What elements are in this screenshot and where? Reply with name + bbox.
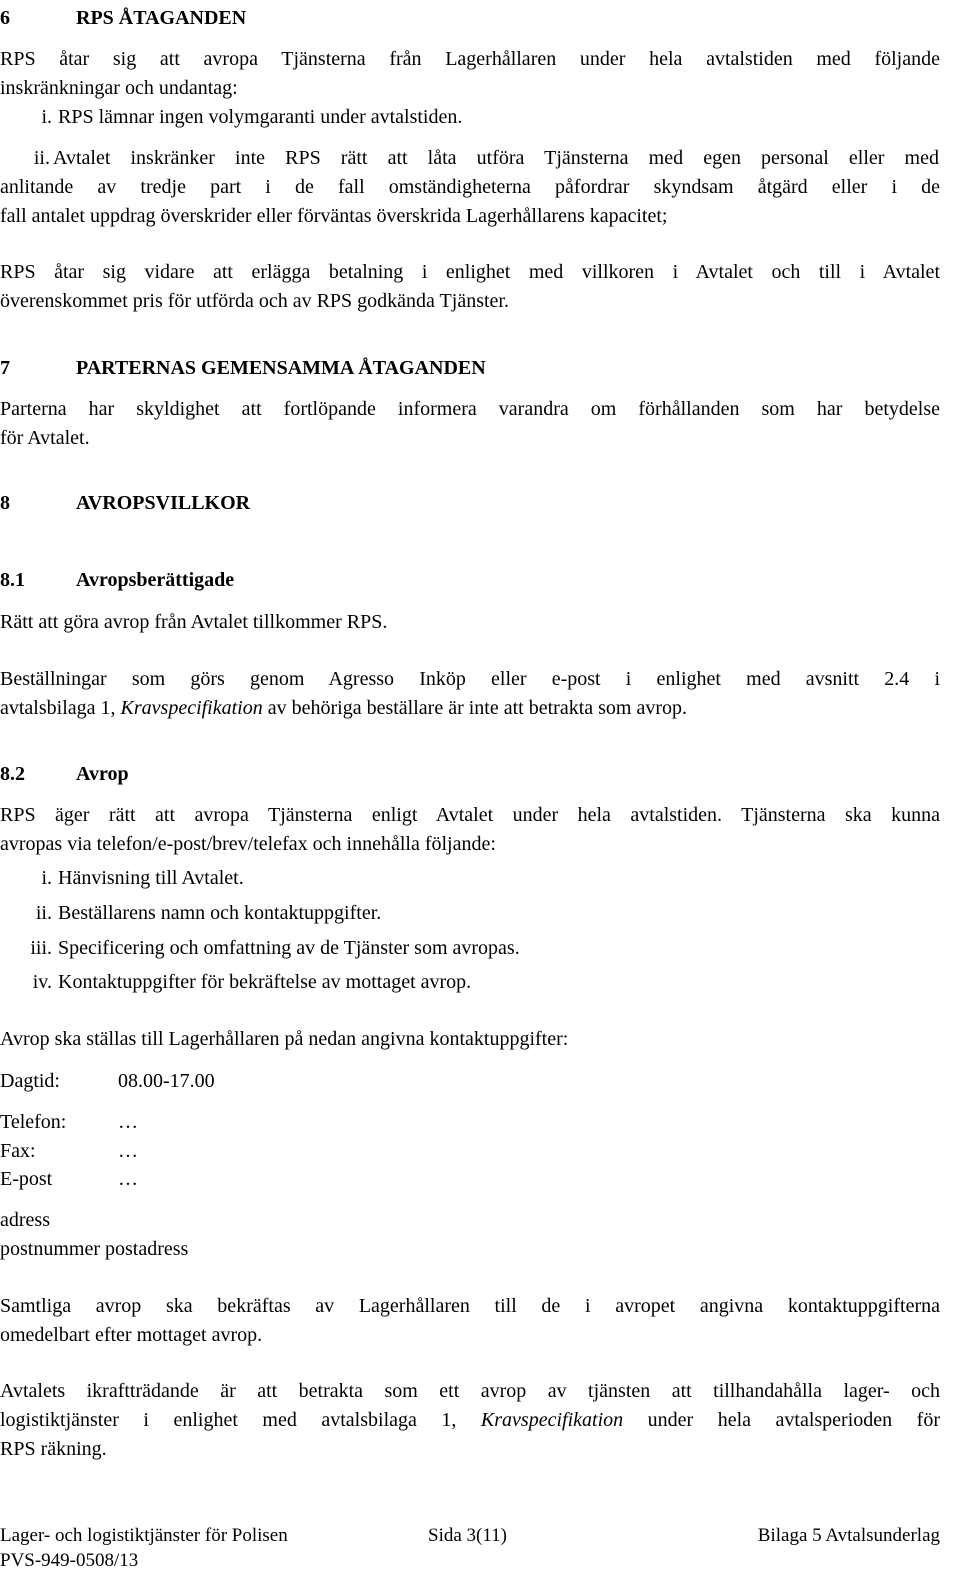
section-7-title: PARTERNAS GEMENSAMMA ÅTAGANDEN xyxy=(76,357,486,379)
confirm-line-1: Samtliga avrop ska bekräftas av Lagerhållaren till de i avropet angivna kontaktuppgifterna xyxy=(0,1295,940,1317)
final-para-line-3: RPS räkning. xyxy=(0,1438,107,1460)
section-6-heading xyxy=(0,4,246,33)
section-8-2-list-item-4 xyxy=(0,968,471,997)
address-line-1: adress xyxy=(0,1209,50,1231)
footer-right: Bilaga 5 Avtalsunderlag xyxy=(757,1525,940,1546)
section-8-1-para-2-line-1: Beställningar som görs genom Agresso Inköp eller e-post i enlighet med avsnitt 2.4 i xyxy=(0,668,940,690)
list-item-text: Specificering och omfattning av de Tjänster som avropas. xyxy=(58,937,520,959)
section-8-number: 8 xyxy=(0,492,10,514)
section-6-intro-line-2: inskränkningar och undantag: xyxy=(0,77,238,99)
fax-label: Fax: xyxy=(0,1140,36,1162)
section-7-number: 7 xyxy=(0,357,10,379)
section-8-2-line-1: RPS äger rätt att avropa Tjänsterna enligt Avtalet under hela avtalstiden. Tjänsterna ska kunna xyxy=(0,804,940,826)
list-item-text-line-1: Avtalet inskränker inte RPS rätt att låta utföra Tjänsterna med egen personal eller med xyxy=(53,147,939,169)
section-8-2-number: 8.2 xyxy=(0,763,25,785)
list-marker: i. xyxy=(41,106,52,128)
address-line-2: postnummer postadress xyxy=(0,1238,189,1260)
list-marker: i. xyxy=(41,867,52,889)
contact-intro: Avrop ska ställas till Lagerhållaren på nedan angivna kontaktuppgifter: xyxy=(0,1028,569,1050)
section-7-heading xyxy=(0,354,486,383)
section-6-list-item-1 xyxy=(0,103,462,132)
section-8-2-list-item-2 xyxy=(0,899,381,928)
section-8-2-title: Avrop xyxy=(76,763,129,785)
section-8-title: AVROPSVILLKOR xyxy=(76,492,251,514)
list-item-text: Hänvisning till Avtalet. xyxy=(58,867,244,889)
list-item-text: RPS lämnar ingen volymgaranti under avtalstiden. xyxy=(58,106,463,128)
section-6-list-item-2-line-2: anlitande av tredje part i de fall omständigheterna påfordrar skyndsam åtgärd eller i de xyxy=(0,176,940,198)
section-8-2-list-item-1 xyxy=(0,864,244,893)
contact-fax xyxy=(0,1137,138,1166)
telefon-label: Telefon: xyxy=(0,1111,67,1133)
fax-value: … xyxy=(118,1140,138,1162)
dagtid-value: 08.00-17.00 xyxy=(118,1070,215,1092)
section-6-title: RPS ÅTAGANDEN xyxy=(76,7,247,29)
epost-value: … xyxy=(118,1168,138,1190)
footer-reference: PVS-949-0508/13 xyxy=(0,1550,139,1571)
telefon-value: … xyxy=(118,1111,138,1133)
dagtid-label: Dagtid: xyxy=(0,1070,60,1092)
list-item-text: Kontaktuppgifter för bekräftelse av mottaget avrop. xyxy=(58,971,472,993)
kravspecifikation-reference-2: Kravspecifikation xyxy=(480,1409,624,1431)
section-8-1-para-2-line-2: avtalsbilaga 1, Kravspecifikation av behöriga beställare är inte att betrakta som avrop. xyxy=(0,697,688,719)
section-6-para-2-line-1: RPS åtar sig vidare att erlägga betalning i enlighet med villkoren i Avtalet och till i Avtalet xyxy=(0,261,940,283)
contact-dagtid xyxy=(0,1067,215,1096)
section-6-list-item-2 xyxy=(0,144,939,173)
section-6-number: 6 xyxy=(0,7,10,29)
section-8-2-heading xyxy=(0,760,129,789)
final-para-line-1: Avtalets ikraftträdande är att betrakta som ett avrop av tjänsten att tillhandahålla lager- och xyxy=(0,1380,940,1402)
final-para-line-2: logistiktjänster i enlighet med avtalsbilaga 1, Kravspecifikation under hela avtalsperioden för xyxy=(0,1409,940,1431)
section-8-1-heading xyxy=(0,566,234,595)
section-6-list-item-2-line-3: fall antalet uppdrag överskrider eller förväntas överskrida Lagerhållarens kapacitet; xyxy=(0,205,668,227)
section-6-intro-line-1: RPS åtar sig att avropa Tjänsterna från Lagerhållaren under hela avtalstiden med följande xyxy=(0,48,940,70)
epost-label: E-post xyxy=(0,1168,53,1190)
page-footer xyxy=(0,1521,960,1550)
list-marker: iii. xyxy=(30,937,52,959)
footer-page-number: Sida 3(11) xyxy=(428,1525,507,1546)
kravspecifikation-reference: Kravspecifikation xyxy=(120,697,263,719)
contact-epost xyxy=(0,1165,138,1194)
section-6-para-2-line-2: överenskommet pris för utförda och av RPS godkända Tjänster. xyxy=(0,290,509,312)
list-item-text: Beställarens namn och kontaktuppgifter. xyxy=(58,902,382,924)
contact-telefon xyxy=(0,1108,138,1137)
section-8-heading xyxy=(0,489,250,518)
section-8-1-title: Avropsberättigade xyxy=(76,569,235,591)
section-8-1-number: 8.1 xyxy=(0,569,25,591)
section-8-2-list-item-3 xyxy=(0,934,520,963)
section-7-line-1: Parterna har skyldighet att fortlöpande informera varandra om förhållanden som har betydelse xyxy=(0,398,940,420)
list-marker: ii. xyxy=(33,147,50,169)
list-marker: ii. xyxy=(35,902,52,924)
list-marker: iv. xyxy=(32,971,52,993)
footer-left: Lager- och logistiktjänster för Polisen xyxy=(0,1525,288,1546)
section-8-1-line-1: Rätt att göra avrop från Avtalet tillkommer RPS. xyxy=(0,611,388,633)
confirm-line-2: omedelbart efter mottaget avrop. xyxy=(0,1324,263,1346)
section-7-line-2: för Avtalet. xyxy=(0,427,90,449)
section-8-2-line-2: avropas via telefon/e-post/brev/telefax och innehålla följande: xyxy=(0,833,496,855)
